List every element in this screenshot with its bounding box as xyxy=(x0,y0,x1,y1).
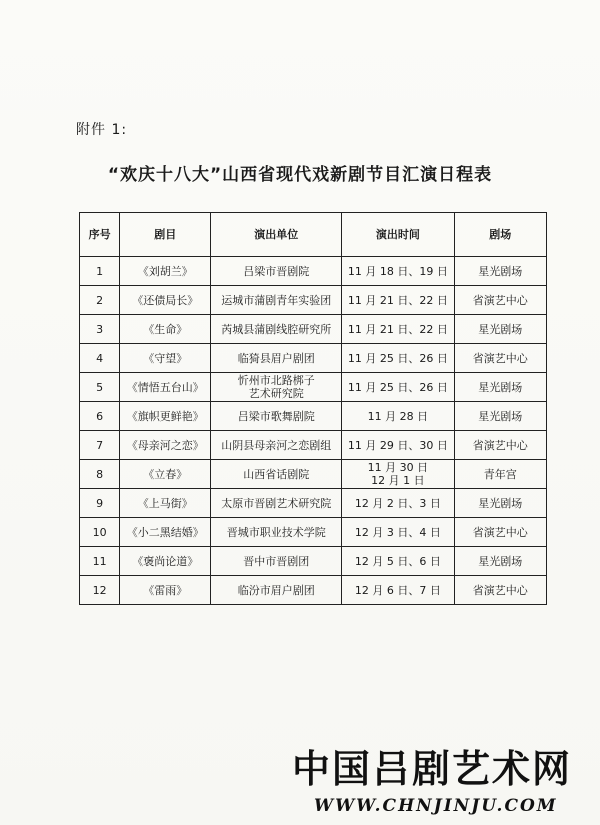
cell-no: 1 xyxy=(80,257,120,286)
header-time: 演出时间 xyxy=(342,213,454,257)
cell-no: 7 xyxy=(80,431,120,460)
cell-unit-line: 临汾市眉户剧团 xyxy=(237,583,315,597)
watermark-site-url: WWW.CHNJINJU.COM xyxy=(314,796,558,816)
cell-time-line: 11 月 21 日、22 日 xyxy=(347,293,448,307)
cell-no: 2 xyxy=(80,286,120,315)
cell-play: 《守望》 xyxy=(120,344,211,373)
cell-unit xyxy=(211,257,342,286)
cell-play: 《还债局长》 xyxy=(120,286,211,315)
cell-time-line: 11 月 25 日、26 日 xyxy=(347,351,448,365)
table-row xyxy=(80,257,547,286)
cell-no: 8 xyxy=(80,460,120,489)
cell-time-line: 11 月 28 日 xyxy=(367,409,429,423)
cell-unit xyxy=(211,286,342,315)
cell-play: 《旗帜更鲜艳》 xyxy=(120,402,211,431)
cell-venue: 省演艺中心 xyxy=(454,431,547,460)
cell-venue: 省演艺中心 xyxy=(454,518,547,547)
cell-time xyxy=(342,402,454,431)
cell-play: 《雷雨》 xyxy=(120,576,211,605)
cell-unit-line: 晋中市晋剧团 xyxy=(243,554,310,568)
table-body xyxy=(80,257,547,605)
table-row xyxy=(80,344,547,373)
cell-time xyxy=(342,460,454,489)
table-row xyxy=(80,315,547,344)
cell-unit xyxy=(211,431,342,460)
cell-no: 12 xyxy=(80,576,120,605)
header-venue: 剧场 xyxy=(454,213,547,257)
cell-time-line: 12 月 1 日 xyxy=(371,474,425,487)
cell-unit xyxy=(211,315,342,344)
cell-unit-line: 艺术研究院 xyxy=(248,387,304,400)
header-no: 序号 xyxy=(80,213,120,257)
cell-time xyxy=(342,547,454,576)
cell-time-line: 12 月 3 日、4 日 xyxy=(354,525,441,539)
cell-unit xyxy=(211,402,342,431)
cell-venue: 省演艺中心 xyxy=(454,344,547,373)
table-row xyxy=(80,547,547,576)
cell-time xyxy=(342,431,454,460)
cell-unit xyxy=(211,576,342,605)
cell-unit-line: 山西省话剧院 xyxy=(243,467,310,481)
cell-time-line: 11 月 29 日、30 日 xyxy=(347,438,448,452)
cell-unit-line: 晋城市职业技术学院 xyxy=(226,525,326,539)
cell-venue: 星光剧场 xyxy=(454,257,547,286)
cell-time xyxy=(342,518,454,547)
cell-unit-line: 芮城县蒲剧线腔研究所 xyxy=(221,322,332,336)
table-row xyxy=(80,489,547,518)
table-row xyxy=(80,460,547,489)
attachment-label: 附件 1: xyxy=(76,122,128,138)
cell-time xyxy=(342,489,454,518)
cell-play: 《母亲河之恋》 xyxy=(120,431,211,460)
cell-venue: 星光剧场 xyxy=(454,315,547,344)
cell-time-line: 11 月 18 日、19 日 xyxy=(347,264,448,278)
document-title: “欢庆十八大”山西省现代戏新剧节目汇演日程表 xyxy=(107,165,493,185)
cell-unit-line: 山阴县母亲河之恋剧组 xyxy=(221,438,332,452)
table-row xyxy=(80,373,547,402)
schedule-table xyxy=(79,212,547,605)
cell-time-line: 12 月 2 日、3 日 xyxy=(354,496,441,510)
cell-unit-line: 吕梁市晋剧院 xyxy=(243,264,310,278)
table-header-row xyxy=(80,213,547,257)
cell-venue: 省演艺中心 xyxy=(454,576,547,605)
cell-no: 4 xyxy=(80,344,120,373)
cell-time xyxy=(342,344,454,373)
header-play: 剧目 xyxy=(120,213,211,257)
table-row xyxy=(80,286,547,315)
table-row xyxy=(80,402,547,431)
cell-unit xyxy=(211,460,342,489)
cell-unit-line: 忻州市北路梆子 xyxy=(237,374,315,387)
cell-unit xyxy=(211,489,342,518)
cell-play: 《褒尚论道》 xyxy=(120,547,211,576)
cell-time xyxy=(342,576,454,605)
cell-time-line: 11 月 25 日、26 日 xyxy=(347,380,448,394)
cell-unit xyxy=(211,373,342,402)
cell-no: 10 xyxy=(80,518,120,547)
cell-play: 《上马街》 xyxy=(120,489,211,518)
cell-unit-line: 吕梁市歌舞剧院 xyxy=(237,409,315,423)
cell-unit xyxy=(211,547,342,576)
cell-unit xyxy=(211,518,342,547)
cell-play: 《立春》 xyxy=(120,460,211,489)
cell-play: 《情悟五台山》 xyxy=(120,373,211,402)
cell-venue: 星光剧场 xyxy=(454,373,547,402)
cell-unit xyxy=(211,344,342,373)
header-unit: 演出单位 xyxy=(211,213,342,257)
cell-no: 5 xyxy=(80,373,120,402)
cell-time xyxy=(342,373,454,402)
cell-unit-line: 太原市晋剧艺术研究院 xyxy=(221,496,332,510)
table-row xyxy=(80,518,547,547)
cell-no: 6 xyxy=(80,402,120,431)
cell-play: 《小二黑结婚》 xyxy=(120,518,211,547)
site-watermark xyxy=(292,738,592,818)
cell-no: 3 xyxy=(80,315,120,344)
cell-no: 9 xyxy=(80,489,120,518)
cell-time-line: 11 月 21 日、22 日 xyxy=(347,322,448,336)
cell-unit-line: 临猗县眉户剧团 xyxy=(237,351,315,365)
cell-play: 《生命》 xyxy=(120,315,211,344)
cell-venue: 青年宫 xyxy=(454,460,547,489)
cell-venue: 星光剧场 xyxy=(454,489,547,518)
cell-venue: 星光剧场 xyxy=(454,547,547,576)
cell-venue: 省演艺中心 xyxy=(454,286,547,315)
cell-time xyxy=(342,315,454,344)
cell-time-line: 12 月 6 日、7 日 xyxy=(354,583,441,597)
cell-time-line: 12 月 5 日、6 日 xyxy=(354,554,441,568)
watermark-site-name: 中国吕剧艺术网 xyxy=(292,746,573,791)
table-row xyxy=(80,576,547,605)
cell-no: 11 xyxy=(80,547,120,576)
cell-time xyxy=(342,286,454,315)
table-row xyxy=(80,431,547,460)
cell-play: 《刘胡兰》 xyxy=(120,257,211,286)
cell-unit-line: 运城市蒲剧青年实验团 xyxy=(221,293,332,307)
cell-time xyxy=(342,257,454,286)
cell-venue: 星光剧场 xyxy=(454,402,547,431)
cell-time-line: 11 月 30 日 xyxy=(367,461,429,474)
